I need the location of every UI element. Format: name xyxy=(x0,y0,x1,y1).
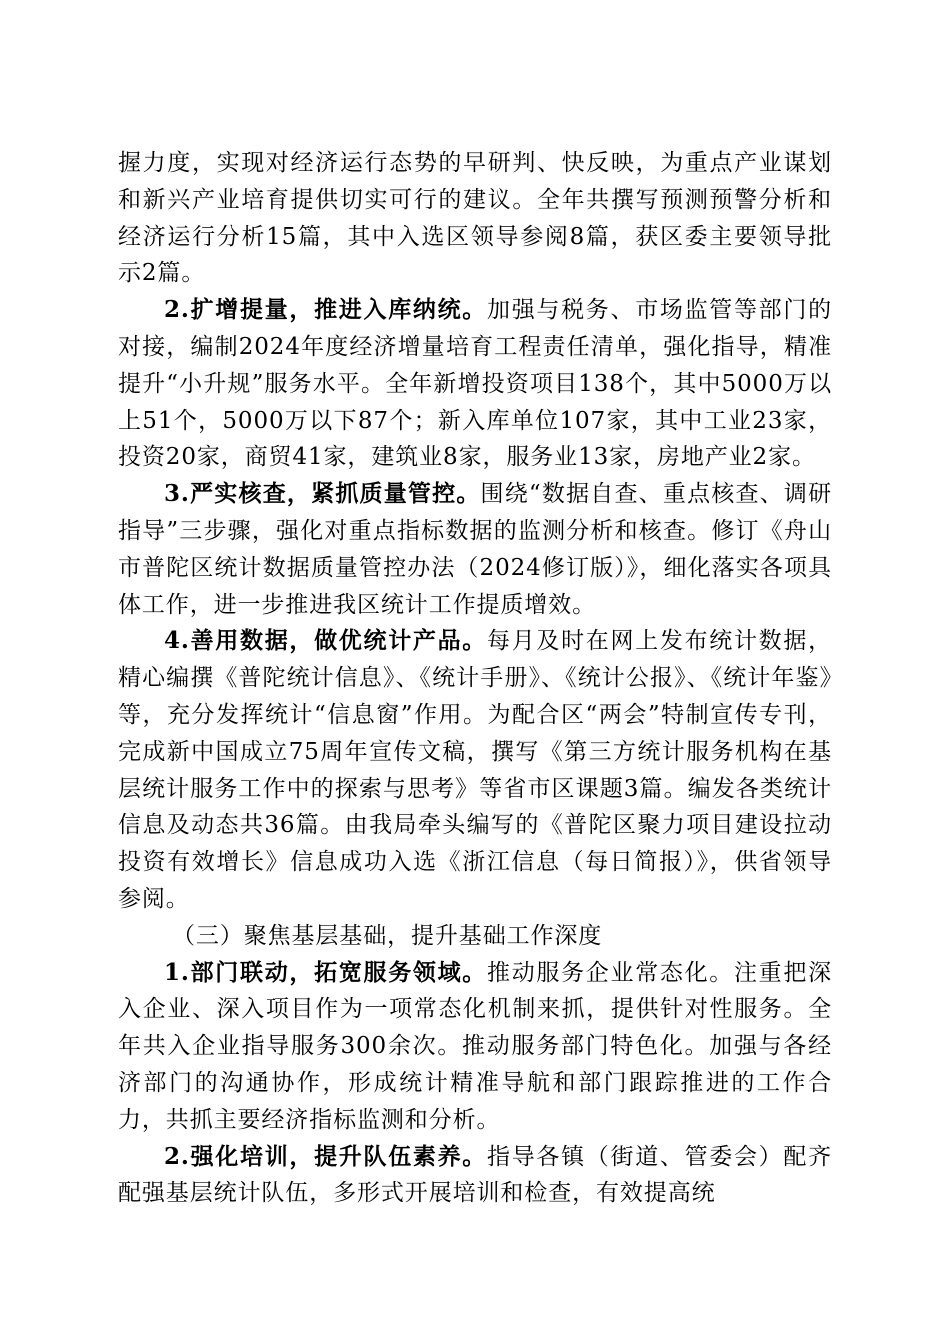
paragraph-heading: 4.善用数据，做优统计产品。 xyxy=(164,627,487,655)
paragraph-heading: 2.扩增提量，推进入库纳统。 xyxy=(164,296,487,324)
paragraph-text: 指导各镇（街道、管委会）配齐配强基层统计队伍，多形式开展培训和检查，有效提高统 xyxy=(118,1143,832,1207)
paragraph-expand-increment xyxy=(118,292,832,476)
paragraph-department-linkage xyxy=(118,955,832,1139)
paragraph-heading: 3.严实核查，紧抓质量管控。 xyxy=(164,480,481,508)
paragraph-text: 推动服务企业常态化。注重把深入企业、深入项目作为一项常态化机制来抓，提供针对性服务。全年共入企业指导服务300余次。推动服务部门特色化。加强与各经济部门的沟通协作，形成统计精准导航和部门跟踪推进的工作合力，共抓主要经济指标监测和分析。 xyxy=(118,959,832,1133)
paragraph-text: 加强与税务、市场监管等部门的对接，编制2024年度经济增量培育工程责任清单，强化指导，精准提升“小升规”服务水平。全年新增投资项目138个，其中5000万以上51个，5000万以下87个；新入库单位107家，其中工业23家，投资20家，商贸41家，建筑业8家，服务业13家，房地产业2家。 xyxy=(118,297,832,471)
paragraph-continuation xyxy=(118,145,832,292)
paragraph-heading: 2.强化培训，提升队伍素养。 xyxy=(164,1142,487,1170)
paragraph-training xyxy=(118,1139,832,1213)
paragraph-text: 握力度，实现对经济运行态势的早研判、快反映，为重点产业谋划和新兴产业培育提供切实可行的建议。全年共撰写预测预警分析和经济运行分析15篇，其中入选区领导参阅8篇，获区委主要领导批示2篇。 xyxy=(118,150,832,287)
document-body xyxy=(118,145,832,1212)
paragraph-statistics-products xyxy=(118,623,832,917)
paragraph-heading: 1.部门联动，拓宽服务领域。 xyxy=(164,958,487,986)
paragraph-text: 围绕“数据自查、重点核查、调研指导”三步骤，强化对重点指标数据的监测分析和核查。修订《舟山市普陀区统计数据质量管控办法（2024修订版）》，细化落实各项具体工作，进一步推进我区统计工作提质增效。 xyxy=(118,481,832,618)
section-title: （三）聚焦基层基础，提升基础工作深度 xyxy=(172,922,603,949)
paragraph-text: 每月及时在网上发布统计数据，精心编撰《普陀统计信息》、《统计手册》、《统计公报》、《统计年鉴》等，充分发挥统计“信息窗”作用。为配合区“两会”特制宣传专刊，完成新中国成立75周年宣传文稿，撰写《第三方统计服务机构在基层统计服务工作中的探索与思考》等省市区课题3篇。编发各类统计信息及动态共36篇。由我局牵头编写的《普陀区聚力项目建设拉动投资有效增长》信息成功入选《浙江信息（每日简报）》，供省领导参阅。 xyxy=(118,628,832,912)
paragraph-quality-control xyxy=(118,476,832,623)
